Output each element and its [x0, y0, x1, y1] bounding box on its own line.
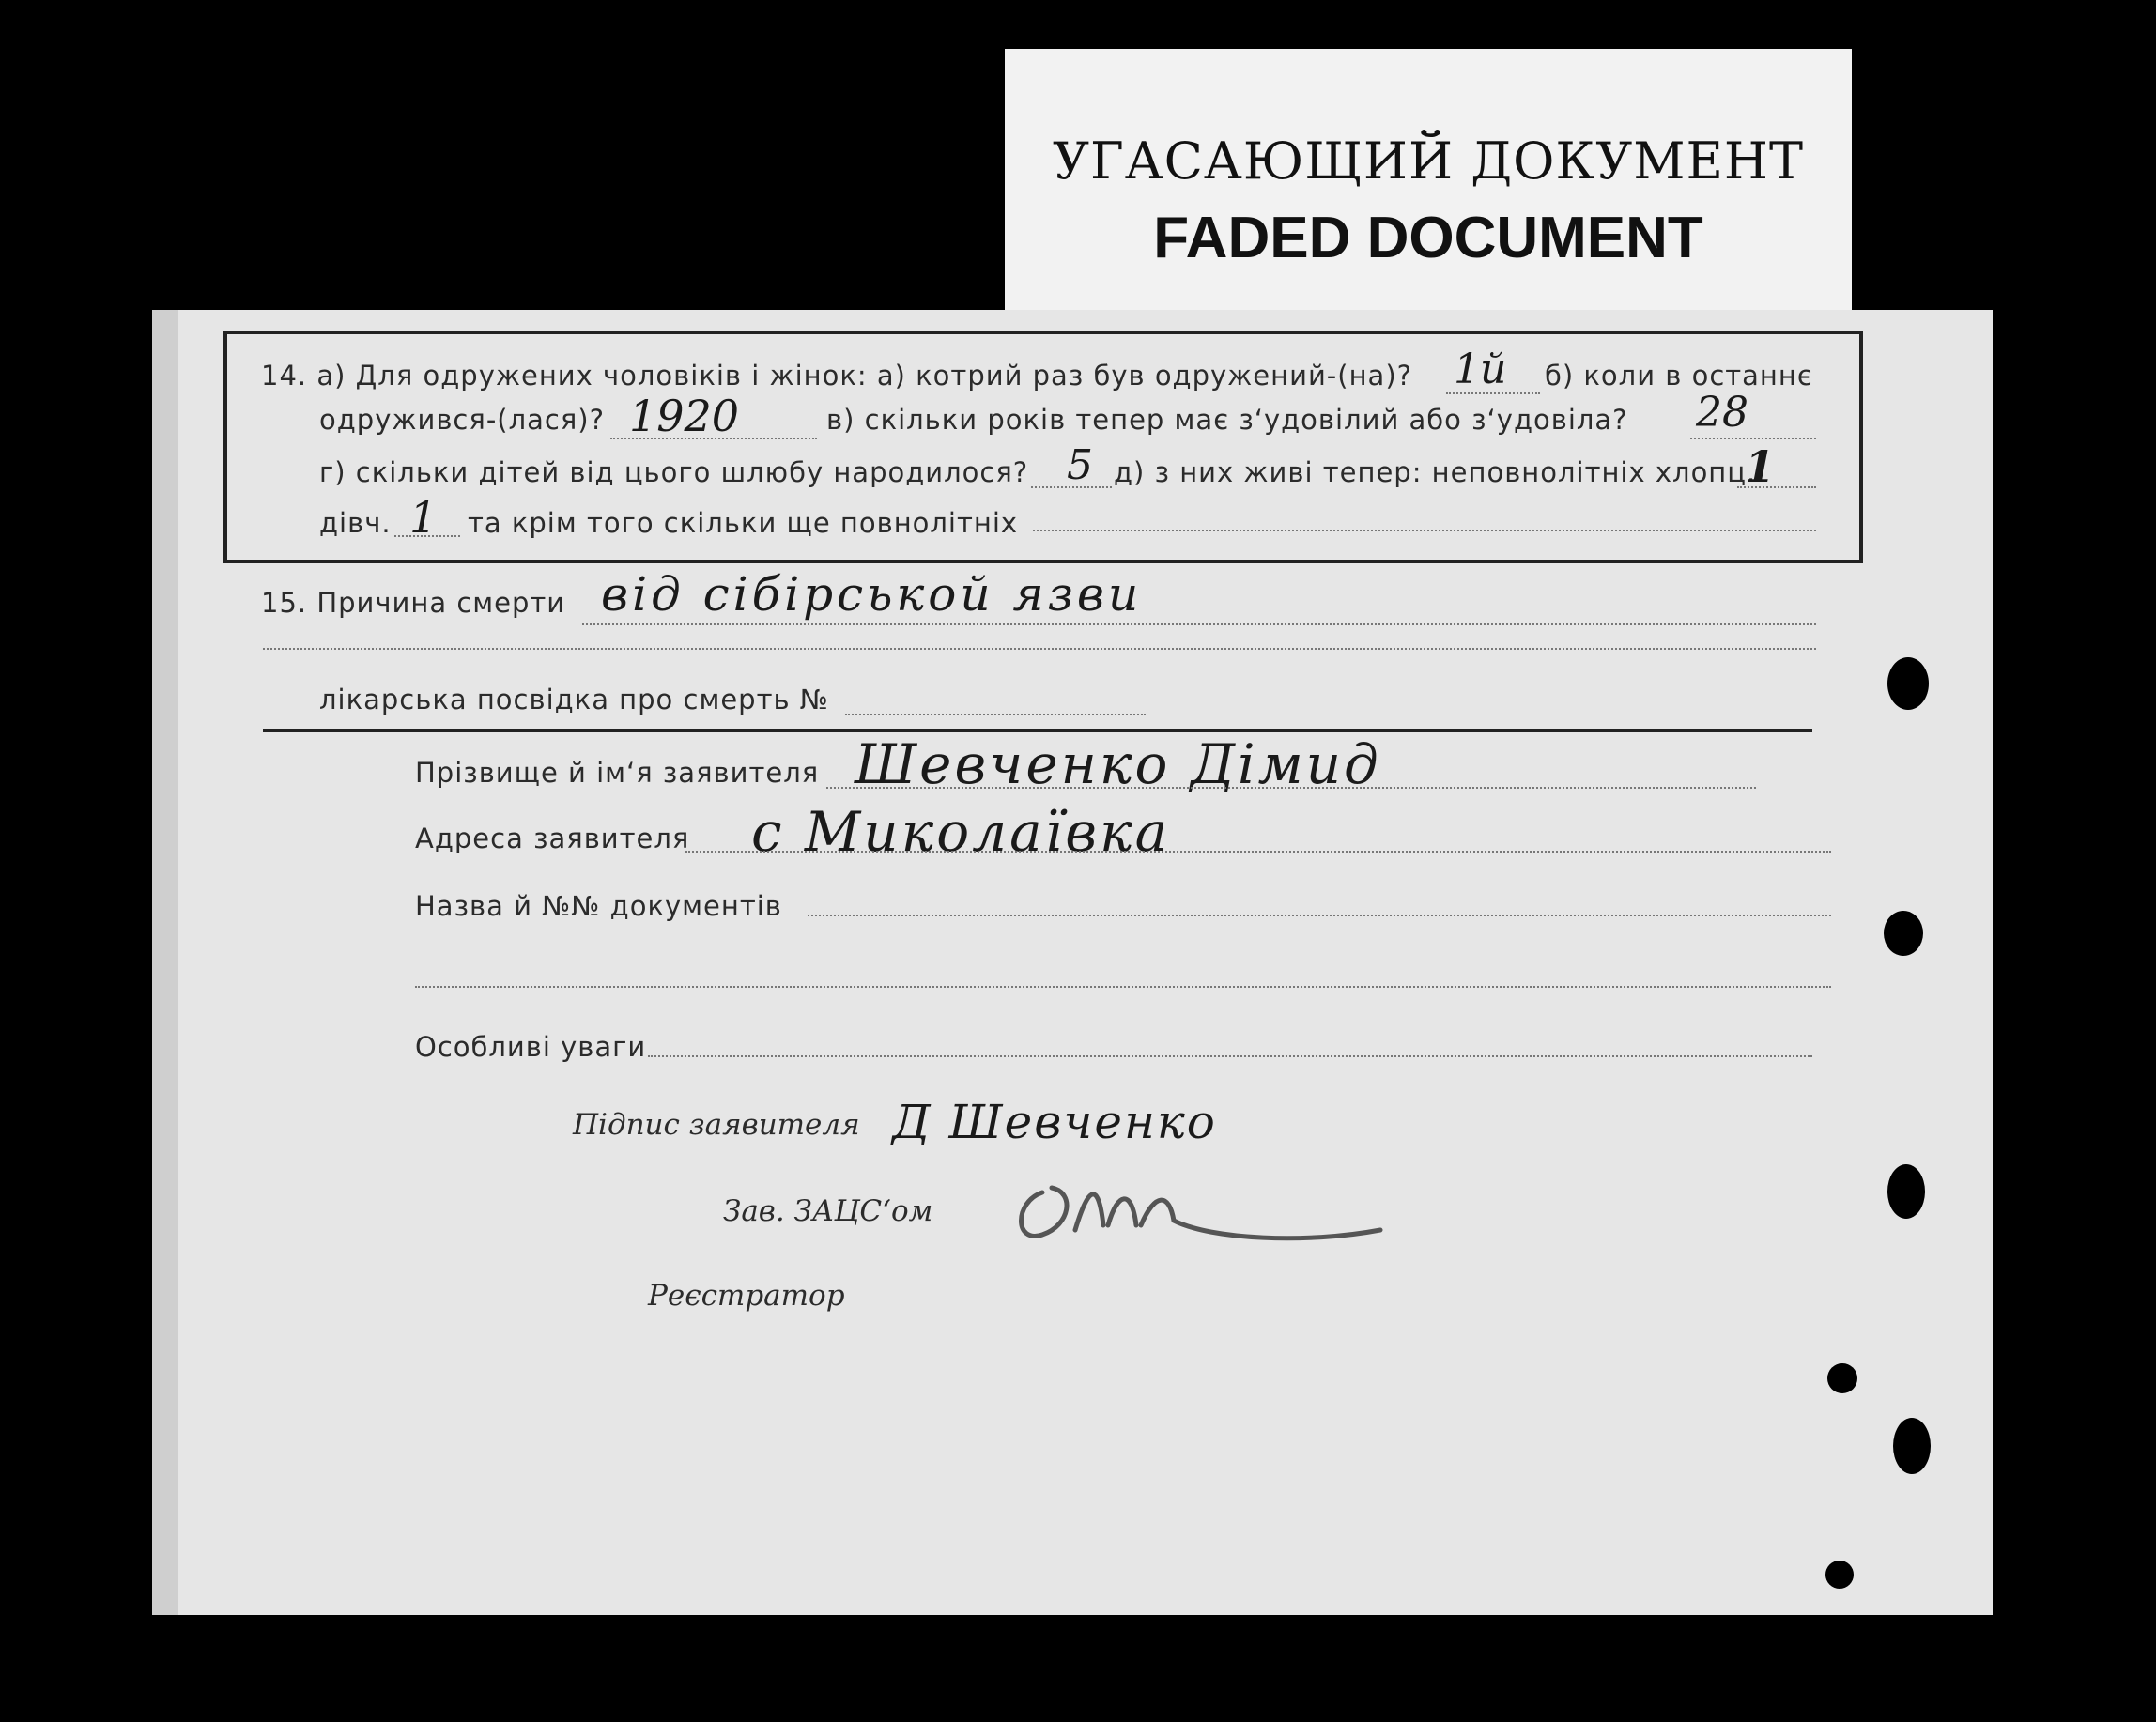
item14-line1: 14. а) Для одружених чоловіків і жінок: а) котрий раз був одружений-(на)?	[261, 360, 1413, 392]
dotted-line	[582, 623, 1816, 625]
cause-of-death-label: 15. Причина смерти	[261, 587, 566, 619]
head-registry-label: Зав. ЗАЦС‘ом	[723, 1194, 933, 1228]
item14-line2-mid: в) скільки років тепер має з‘удовілий або з‘удовіла?	[826, 404, 1628, 436]
item14-line3: г) скільки дітей від цього шлюбу народилося?	[319, 456, 1029, 488]
dotted-line	[808, 915, 1831, 916]
last-marriage-year-value: 1920	[629, 391, 740, 441]
item14-line4-end: та крім того скільки ще повнолітніх	[468, 507, 1019, 539]
item14-line4: дівч.	[319, 507, 392, 539]
applicant-name-label: Прізвище й ім‘я заявителя	[415, 757, 820, 789]
binder-hole	[1825, 1561, 1854, 1589]
widowed-years-value: 28	[1696, 389, 1748, 437]
binder-hole	[1827, 1363, 1857, 1393]
stamp-russian-text: УГАСАЮЩИЙ ДОКУМЕНТ	[1052, 131, 1805, 191]
living-girls-value: 1	[409, 492, 438, 543]
dotted-line	[1446, 392, 1540, 394]
applicant-name-value: Шевченко Дімид	[855, 732, 1381, 796]
applicant-signature-value: Д Шевченко	[892, 1095, 1217, 1149]
dotted-line	[648, 1055, 1812, 1057]
children-born-value: 5	[1067, 441, 1093, 489]
applicant-address-value: с Миколаївка	[751, 800, 1171, 864]
dotted-line	[394, 535, 460, 537]
head-signature-scrawl	[1005, 1155, 1390, 1249]
item14-line1-end: б) коли в останнє	[1545, 360, 1813, 392]
binder-hole	[1887, 657, 1929, 710]
binder-hole	[1884, 911, 1923, 956]
dotted-line	[263, 648, 1816, 650]
item14-line2: одружився-(лася)?	[319, 404, 605, 436]
cause-of-death-value: від сібірськой язви	[601, 567, 1143, 622]
documents-label: Назва й №№ документів	[415, 890, 782, 922]
stamp-english-text: FADED DOCUMENT	[1153, 206, 1703, 270]
item14-line3-mid: д) з них живі тепер: неповнолітніх хлопц.	[1114, 456, 1757, 488]
marriage-count-value: 1й	[1454, 346, 1507, 393]
sheet-edge	[152, 310, 178, 1615]
dotted-line	[1033, 530, 1816, 531]
faded-document-stamp	[1005, 49, 1852, 310]
dotted-line	[845, 714, 1146, 715]
dotted-line	[1031, 486, 1112, 488]
dotted-line	[415, 986, 1831, 988]
dotted-line	[826, 787, 1756, 789]
dotted-line	[1690, 438, 1816, 439]
death-certificate-label: лікарська посвідка про смерть №	[319, 684, 829, 715]
dotted-line	[685, 851, 1831, 853]
applicant-signature-label: Підпис заявителя	[573, 1108, 860, 1142]
special-notes-label: Особливі уваги	[415, 1031, 647, 1063]
dotted-line	[1737, 486, 1816, 488]
applicant-address-label: Адреса заявителя	[415, 823, 690, 854]
binder-hole	[1887, 1164, 1925, 1219]
registrar-label: Реєстратор	[648, 1279, 845, 1313]
binder-hole	[1893, 1418, 1931, 1474]
living-boys-value: 1	[1745, 441, 1776, 492]
dotted-line	[610, 438, 817, 439]
